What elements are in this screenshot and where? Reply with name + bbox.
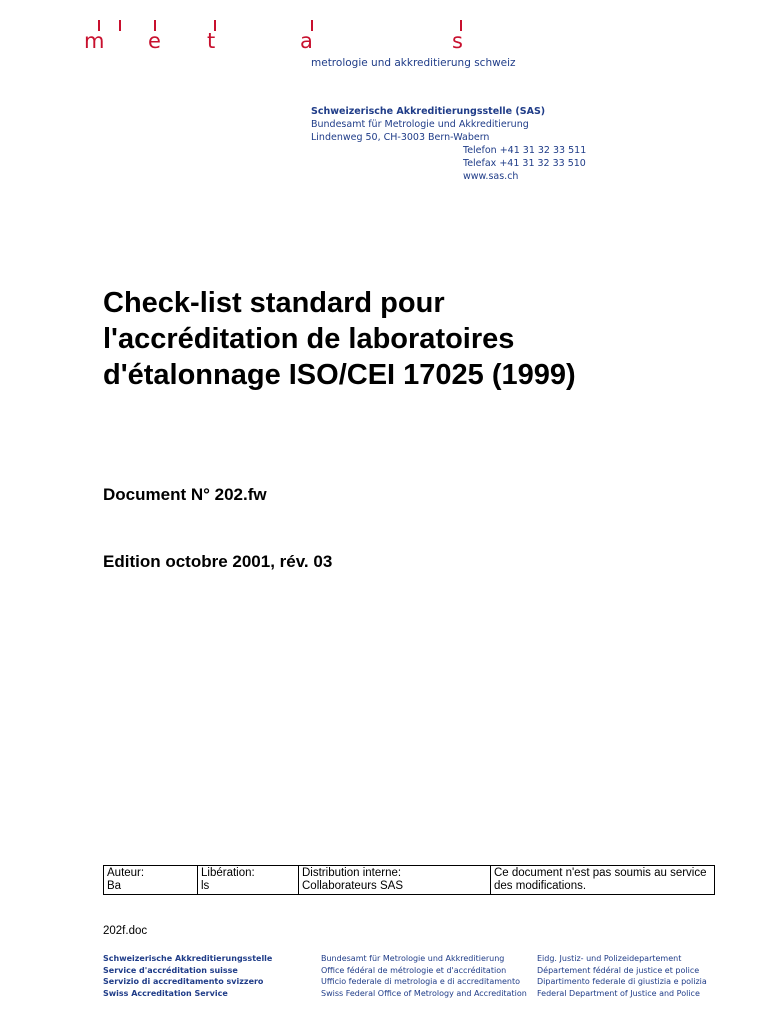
logo-letter-a: a (300, 29, 313, 53)
title-line: d'étalonnage ISO/CEI 17025 (1999) (103, 359, 576, 391)
distribution-cell (299, 866, 491, 895)
document-edition: Edition octobre 2001, rév. 03 (103, 552, 333, 571)
address-street: Lindenweg 50, CH-3003 Bern-Wabern (311, 132, 490, 143)
footer-department-names (537, 953, 707, 999)
footer-line: Bundesamt für Metrologie und Akkreditierung (321, 954, 505, 963)
footer-line: Federal Department of Justice and Police (537, 988, 700, 998)
release-cell (198, 866, 299, 895)
footer-office-names (321, 953, 527, 999)
document-number: Document N° 202.fw (103, 485, 267, 504)
release-label: Libération: (201, 867, 255, 879)
footer-line: Service d'accréditation suisse (103, 965, 238, 975)
footer-service-names (103, 953, 272, 999)
note-text: des modifications. (494, 880, 587, 892)
footer-line: Swiss Accreditation Service (103, 988, 228, 998)
author-value: Ba (107, 880, 122, 892)
logo-tick-mark (119, 20, 121, 31)
author-label: Auteur: (107, 867, 145, 879)
title-line: l'accréditation de laboratoires (103, 323, 515, 355)
footer-line: Ufficio federale di metrologia e di accreditamento (321, 977, 521, 986)
address-web: www.sas.ch (463, 171, 519, 182)
document-title (103, 285, 703, 393)
metas-logo (0, 0, 768, 80)
address-phone: Telefon +41 31 32 33 511 (463, 145, 587, 156)
logo-letter-m: m (84, 29, 105, 53)
logo-letter-s: s (452, 29, 463, 53)
footer-line: Dipartimento federale di giustizia e polizia (537, 977, 707, 986)
footer-line: Département fédéral de justice et police (537, 965, 700, 975)
logo-tagline: metrologie und akkreditierung schweiz (311, 57, 516, 69)
address-office: Bundesamt für Metrologie und Akkreditierung (311, 119, 529, 130)
address-org: Schweizerische Akkreditierungsstelle (SAS) (311, 106, 546, 117)
file-name: 202f.doc (103, 925, 148, 937)
address-block (311, 105, 586, 183)
address-fax: Telefax +41 31 32 33 510 (463, 158, 586, 169)
note-text: Ce document n'est pas soumis au service (494, 867, 707, 879)
title-line: Check-list standard pour (103, 287, 445, 319)
footer-line: Swiss Federal Office of Metrology and Accreditation (321, 988, 527, 998)
table-row (104, 866, 715, 895)
footer-line: Schweizerische Akkreditierungsstelle (103, 954, 273, 963)
distribution-label: Distribution interne: (302, 867, 402, 879)
distribution-value: Collaborateurs SAS (302, 880, 403, 892)
note-cell (491, 866, 715, 895)
release-value: ls (201, 880, 210, 892)
author-cell (104, 866, 198, 895)
document-info-table (103, 865, 715, 895)
footer-line: Eidg. Justiz- und Polizeidepartement (537, 954, 682, 963)
logo-letter-t: t (207, 29, 216, 53)
footer-line: Servizio di accreditamento svizzero (103, 977, 264, 986)
footer-line: Office fédéral de métrologie et d'accréditation (321, 965, 507, 975)
logo-letter-e: e (148, 29, 161, 53)
